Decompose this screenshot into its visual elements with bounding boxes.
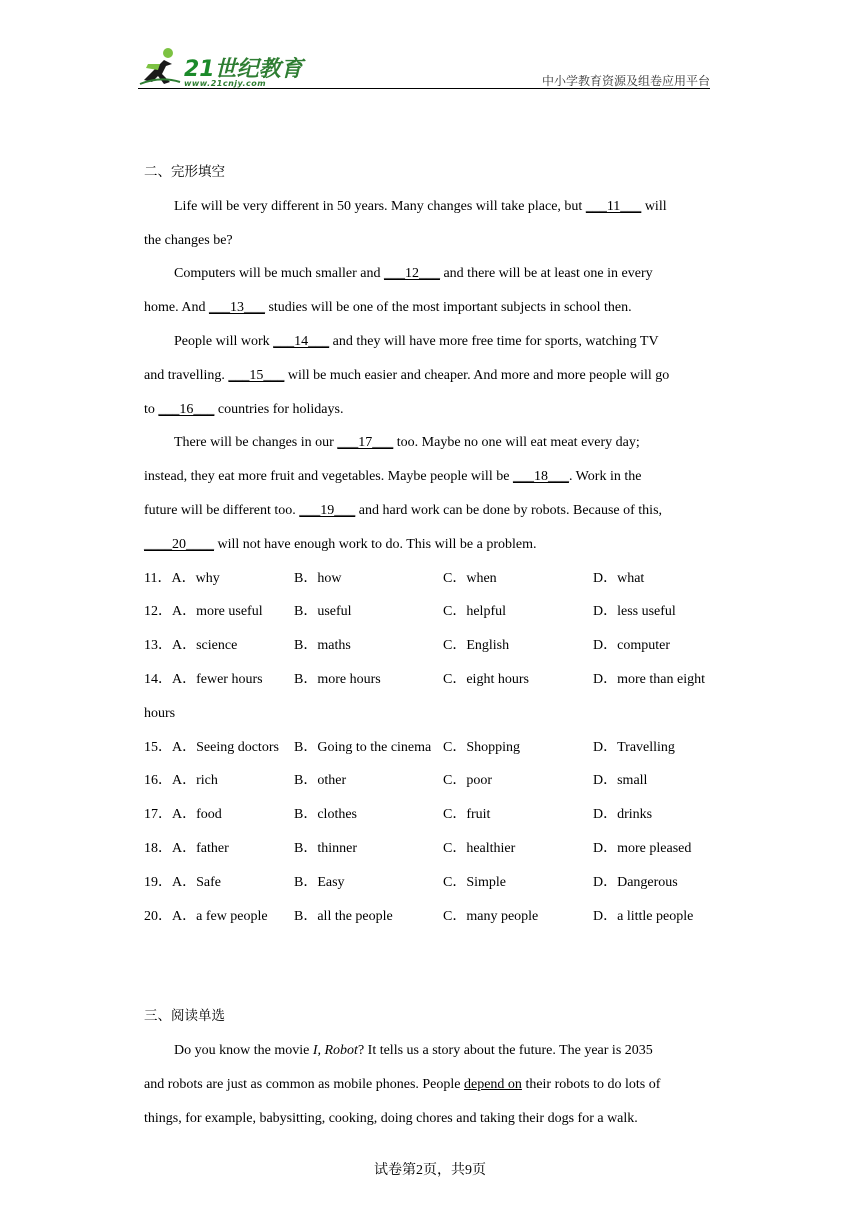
option-c[interactable]: C．healthier (443, 840, 516, 856)
question-19 (144, 866, 719, 900)
option-a[interactable]: 15．A．Seeing doctors (144, 739, 279, 755)
option-d[interactable]: D．a little people (593, 908, 694, 924)
question-11 (144, 562, 719, 596)
question-15 (144, 731, 719, 765)
option-d[interactable]: D．what (593, 570, 645, 586)
header-rule (138, 88, 710, 89)
paragraph-line: and travelling. ___15___ will be much easier and cheaper. And more and more people will go (144, 367, 670, 383)
option-c[interactable]: C．Simple (443, 874, 507, 890)
option-a[interactable]: 11．A．why (144, 570, 220, 586)
option-b[interactable]: B．clothes (294, 807, 357, 823)
blank-19: ___19___ (299, 502, 356, 518)
question-12 (144, 595, 719, 629)
option-b[interactable]: B．Going to the cinema (294, 739, 432, 755)
option-d[interactable]: D．Dangerous (593, 874, 678, 890)
option-b[interactable]: B．other (294, 773, 347, 789)
option-a[interactable]: 20．A．a few people (144, 908, 268, 924)
paragraph-line: Life will be very different in 50 years. Many changes will take place, but ___11___ will (174, 198, 667, 214)
option-b[interactable]: B．all the people (294, 908, 393, 924)
option-c[interactable]: C．when (443, 570, 497, 586)
option-c[interactable]: C．fruit (443, 807, 491, 823)
blank-12: ___12___ (383, 266, 440, 282)
section-heading-cloze: 二、完形填空 (144, 164, 225, 180)
blank-13: ___13___ (208, 300, 265, 316)
document-body (144, 156, 719, 1136)
option-c[interactable]: C．eight hours (443, 671, 529, 687)
runner-logo-icon (138, 46, 182, 90)
site-logo (138, 44, 338, 92)
option-a[interactable]: 14．A．fewer hours (144, 671, 263, 687)
paragraph-line: Do you know the movie I, Robot? It tells us a story about the future. The year is 2035 (174, 1043, 653, 1059)
paragraph-line: People will work ___14___ and they will have more free time for sports, watching TV (174, 333, 659, 349)
paragraph-line: There will be changes in our ___17___ too. Maybe no one will eat meat every day; (174, 435, 640, 451)
blank-16: ___16___ (158, 401, 215, 417)
blank-14: ___14___ (273, 333, 330, 349)
option-c[interactable]: C．many people (443, 908, 539, 924)
paragraph-line: home. And ___13___ studies will be one of the most important subjects in school then. (144, 300, 632, 316)
movie-title: I, Robot (312, 1043, 358, 1059)
paragraph-line: things, for example, babysitting, cooking, doing chores and taking their dogs for a walk. (144, 1110, 638, 1126)
option-b[interactable]: B．how (294, 570, 342, 586)
option-b[interactable]: B．thinner (294, 840, 357, 856)
paragraph-line: instead, they eat more fruit and vegetables. Maybe people will be ___18___. Work in the (144, 469, 642, 485)
option-d[interactable]: D．less useful (593, 604, 676, 620)
paragraph-line: ____20____ will not have enough work to do. This will be a problem. (144, 536, 537, 552)
option-d[interactable]: D．drinks (593, 807, 653, 823)
option-a[interactable]: 18．A．father (144, 840, 229, 856)
section-heading-reading: 三、阅读单选 (144, 1008, 225, 1025)
option-a[interactable]: 13．A．science (144, 638, 238, 654)
blank-11: ___11___ (585, 198, 642, 214)
logo-url: www.21cnjy.com (184, 79, 267, 88)
question-16 (144, 764, 719, 798)
option-b[interactable]: B．more hours (294, 671, 381, 687)
option-b[interactable]: B．maths (294, 638, 351, 654)
logo-wordmark: 21世纪教育 (184, 57, 303, 82)
question-14 (144, 663, 719, 697)
question-20 (144, 900, 719, 934)
option-c[interactable]: C．poor (443, 773, 492, 789)
paragraph-line: to ___16___ countries for holidays. (144, 401, 344, 417)
option-c[interactable]: C．helpful (443, 604, 506, 620)
paragraph-line: and robots are just as common as mobile phones. People depend on their robots to do lots of (144, 1076, 661, 1092)
question-17 (144, 798, 719, 832)
blank-17: ___17___ (337, 435, 394, 451)
option-c[interactable]: C．Shopping (443, 739, 521, 755)
blank-18: ___18___ (512, 469, 569, 485)
option-b[interactable]: B．Easy (294, 874, 345, 890)
paragraph-line: future will be different too. ___19___ and hard work can be done by robots. Because of this, (144, 502, 663, 518)
option-b[interactable]: B．useful (294, 604, 352, 620)
paragraph-line: Computers will be much smaller and ___12___ and there will be at least one in every (174, 266, 653, 282)
platform-name: 中小学教育资源及组卷应用平台 (541, 74, 710, 88)
section-spacer (144, 933, 719, 1000)
option-d[interactable]: D．Travelling (593, 739, 675, 755)
option-a[interactable]: 19．A．Safe (144, 874, 221, 890)
question-18 (144, 832, 719, 866)
option-a[interactable]: 17．A．food (144, 807, 222, 823)
question-14-wrap: hours (144, 705, 176, 721)
underlined-phrase: depend on (464, 1076, 522, 1092)
blank-20: ____20____ (144, 536, 214, 552)
question-13 (144, 629, 719, 663)
page-header (138, 44, 710, 92)
blank-15: ___15___ (228, 367, 285, 383)
option-d[interactable]: D．computer (593, 638, 670, 654)
option-d[interactable]: D．small (593, 773, 648, 789)
option-d[interactable]: D．more than eight (593, 671, 705, 687)
option-d[interactable]: D．more pleased (593, 840, 692, 856)
option-a[interactable]: 16．A．rich (144, 773, 218, 789)
page-footer: 试卷第2页，共9页 (374, 1163, 486, 1178)
paragraph-line: the changes be? (144, 232, 233, 248)
option-a[interactable]: 12．A．more useful (144, 604, 263, 620)
option-c[interactable]: C．English (443, 638, 510, 654)
